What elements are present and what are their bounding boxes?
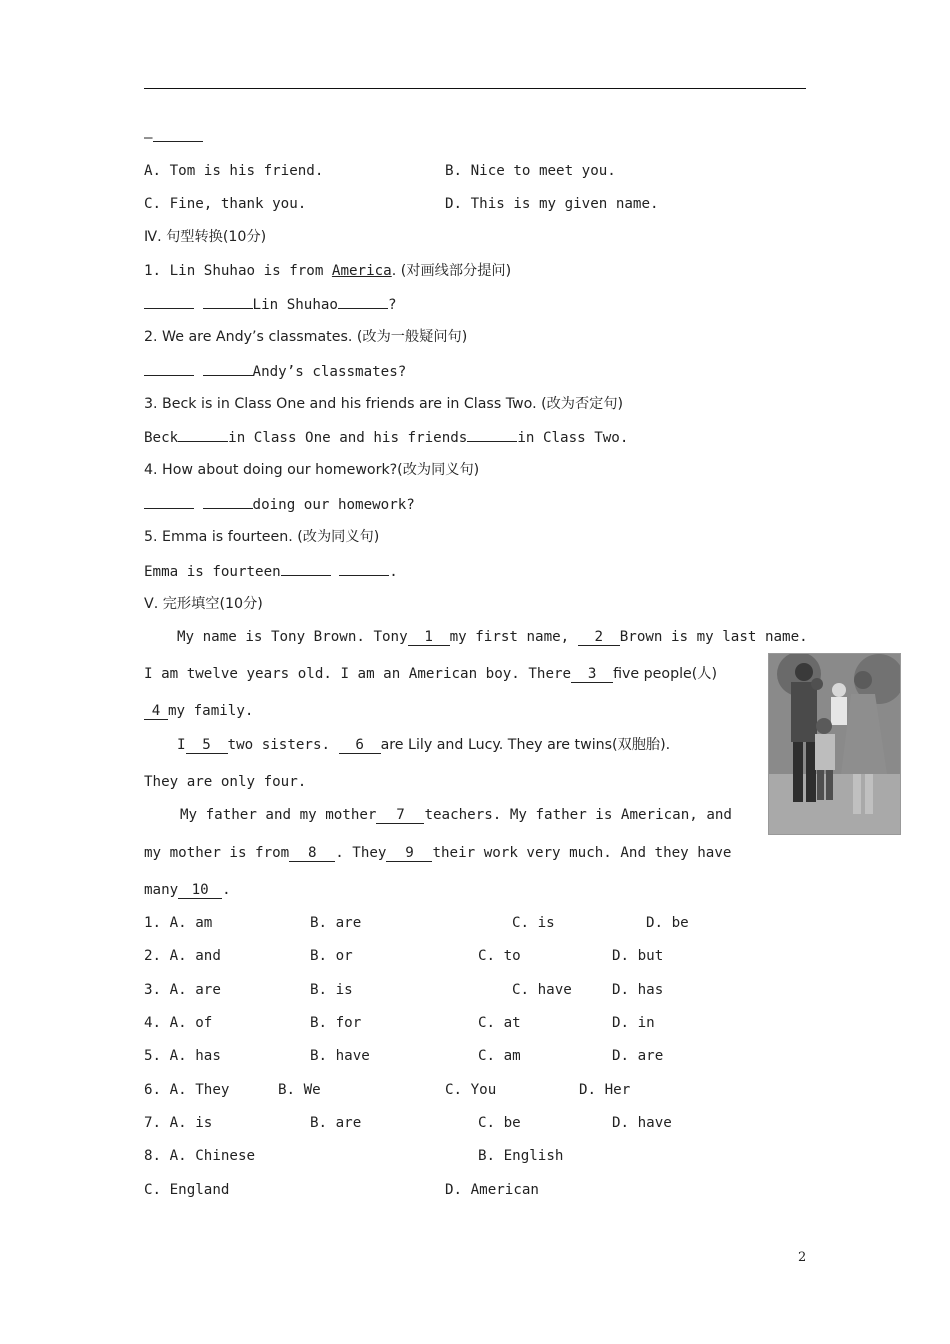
- choice-q7-optC[interactable]: C. be: [478, 1115, 521, 1131]
- choice-q2-optC[interactable]: C. to: [478, 948, 521, 964]
- s4-question-4: 4. How about doing our homework?(改为同义句): [144, 462, 480, 478]
- choice-q6-optC[interactable]: C. You: [445, 1082, 497, 1098]
- choice-q7-optD[interactable]: D. have: [612, 1115, 672, 1131]
- choice-q4-optB[interactable]: B. for: [310, 1015, 362, 1031]
- cloze-line-6: My father and my mother 7 teachers. My father is American, and: [180, 807, 732, 823]
- choice-q1-optD[interactable]: D. be: [646, 915, 689, 931]
- choice-q1-optB[interactable]: B. are: [310, 915, 362, 931]
- blank-7[interactable]: 7: [376, 808, 424, 824]
- choice-q5-optD[interactable]: D. are: [612, 1048, 664, 1064]
- choice-q2-optD[interactable]: D. but: [612, 948, 664, 964]
- option-b: B. Nice to meet you.: [445, 163, 616, 179]
- choice-q8-optA[interactable]: 8. A. Chinese: [144, 1148, 256, 1164]
- answer-blank[interactable]: [153, 128, 203, 142]
- answer-blank[interactable]: [144, 495, 194, 509]
- family-photo: [768, 653, 901, 835]
- cloze-line-8: many 10 .: [144, 882, 231, 898]
- blank-3[interactable]: 3: [571, 667, 613, 683]
- answer-blank[interactable]: [144, 295, 194, 309]
- choice-q4-optC[interactable]: C. at: [478, 1015, 521, 1031]
- blank-1[interactable]: 1: [408, 630, 450, 646]
- choice-q4-optA[interactable]: 4. A. of: [144, 1015, 213, 1031]
- choice-q5-optA[interactable]: 5. A. has: [144, 1048, 221, 1064]
- option-a: A. Tom is his friend.: [144, 163, 324, 179]
- choice-q3-optD[interactable]: D. has: [612, 982, 664, 998]
- answer-blank[interactable]: [203, 495, 253, 509]
- page-number: 2: [798, 1250, 807, 1265]
- blank-6[interactable]: 6: [339, 738, 381, 754]
- option-c: C. Fine, thank you.: [144, 196, 307, 212]
- answer-blank[interactable]: [203, 362, 253, 376]
- cloze-line-2: I am twelve years old. I am an American boy. There 3 five people(人): [144, 666, 718, 682]
- previous-question-answer: —: [144, 128, 203, 147]
- blank-2[interactable]: 2: [578, 630, 620, 646]
- cloze-line-4: I 5 two sisters. 6 are Lily and Lucy. They are twins(双胞胎).: [177, 737, 671, 753]
- choice-q5-optC[interactable]: C. am: [478, 1048, 521, 1064]
- cloze-line-1: My name is Tony Brown. Tony 1 my first name, 2 Brown is my last name.: [177, 629, 808, 645]
- choice-q7-optB[interactable]: B. are: [310, 1115, 362, 1131]
- blank-8[interactable]: 8: [289, 846, 335, 862]
- choice-q8-optD[interactable]: D. American: [445, 1182, 539, 1198]
- blank-5[interactable]: 5: [186, 738, 228, 754]
- s4-answer-4: doing our homework?: [144, 495, 415, 514]
- choice-q5-optB[interactable]: B. have: [310, 1048, 370, 1064]
- choice-q2-optA[interactable]: 2. A. and: [144, 948, 221, 964]
- option-d: D. This is my given name.: [445, 196, 659, 212]
- choice-q8-optB[interactable]: B. English: [478, 1148, 564, 1164]
- s4-answer-1: Lin Shuhao ?: [144, 295, 397, 314]
- section-4-title: Ⅳ. 句型转换(10分): [144, 229, 267, 245]
- blank-9[interactable]: 9: [386, 846, 432, 862]
- choice-q6-optA[interactable]: 6. A. They: [144, 1082, 230, 1098]
- choice-q4-optD[interactable]: D. in: [612, 1015, 655, 1031]
- s4-question-3: 3. Beck is in Class One and his friends are in Class Two. (改为否定句): [144, 396, 624, 412]
- header-rule: [144, 88, 806, 89]
- choice-q1-optA[interactable]: 1. A. am: [144, 915, 213, 931]
- cloze-line-7: my mother is from 8 . They 9 their work very much. And they have: [144, 845, 732, 861]
- section-5-title: Ⅴ. 完形填空(10分): [144, 596, 263, 612]
- answer-blank[interactable]: [203, 295, 253, 309]
- choice-q8-optC[interactable]: C. England: [144, 1182, 230, 1198]
- s4-question-1: 1. Lin Shuhao is from America. (对画线部分提问): [144, 263, 512, 279]
- blank-10[interactable]: 10: [178, 883, 222, 899]
- cloze-line-3: 4 my family.: [144, 702, 253, 720]
- s4-answer-5: Emma is fourteen .: [144, 564, 398, 580]
- choice-q6-optB[interactable]: B. We: [278, 1082, 321, 1098]
- choice-q1-optC[interactable]: C. is: [512, 915, 555, 931]
- choice-q6-optD[interactable]: D. Her: [579, 1082, 631, 1098]
- answer-blank[interactable]: [281, 562, 331, 576]
- choice-q7-optA[interactable]: 7. A. is: [144, 1115, 213, 1131]
- answer-blank[interactable]: [338, 295, 388, 309]
- choice-q2-optB[interactable]: B. or: [310, 948, 353, 964]
- answer-blank[interactable]: [339, 562, 389, 576]
- choice-q3-optC[interactable]: C. have: [512, 982, 572, 998]
- s4-question-2: 2. We are Andy’s classmates. (改为一般疑问句): [144, 329, 468, 345]
- answer-blank[interactable]: [144, 362, 194, 376]
- s4-answer-2: Andy’s classmates?: [144, 362, 406, 381]
- answer-blank[interactable]: [178, 428, 228, 442]
- blank-4[interactable]: 4: [144, 704, 168, 720]
- choice-q3-optB[interactable]: B. is: [310, 982, 353, 998]
- family-photo-illustration: [769, 654, 900, 834]
- s4-question-5: 5. Emma is fourteen. (改为同义句): [144, 529, 380, 545]
- cloze-line-5: They are only four.: [144, 774, 307, 790]
- choice-q3-optA[interactable]: 3. A. are: [144, 982, 221, 998]
- answer-blank[interactable]: [467, 428, 517, 442]
- s4-answer-3: Beck in Class One and his friends in Class Two.: [144, 430, 629, 446]
